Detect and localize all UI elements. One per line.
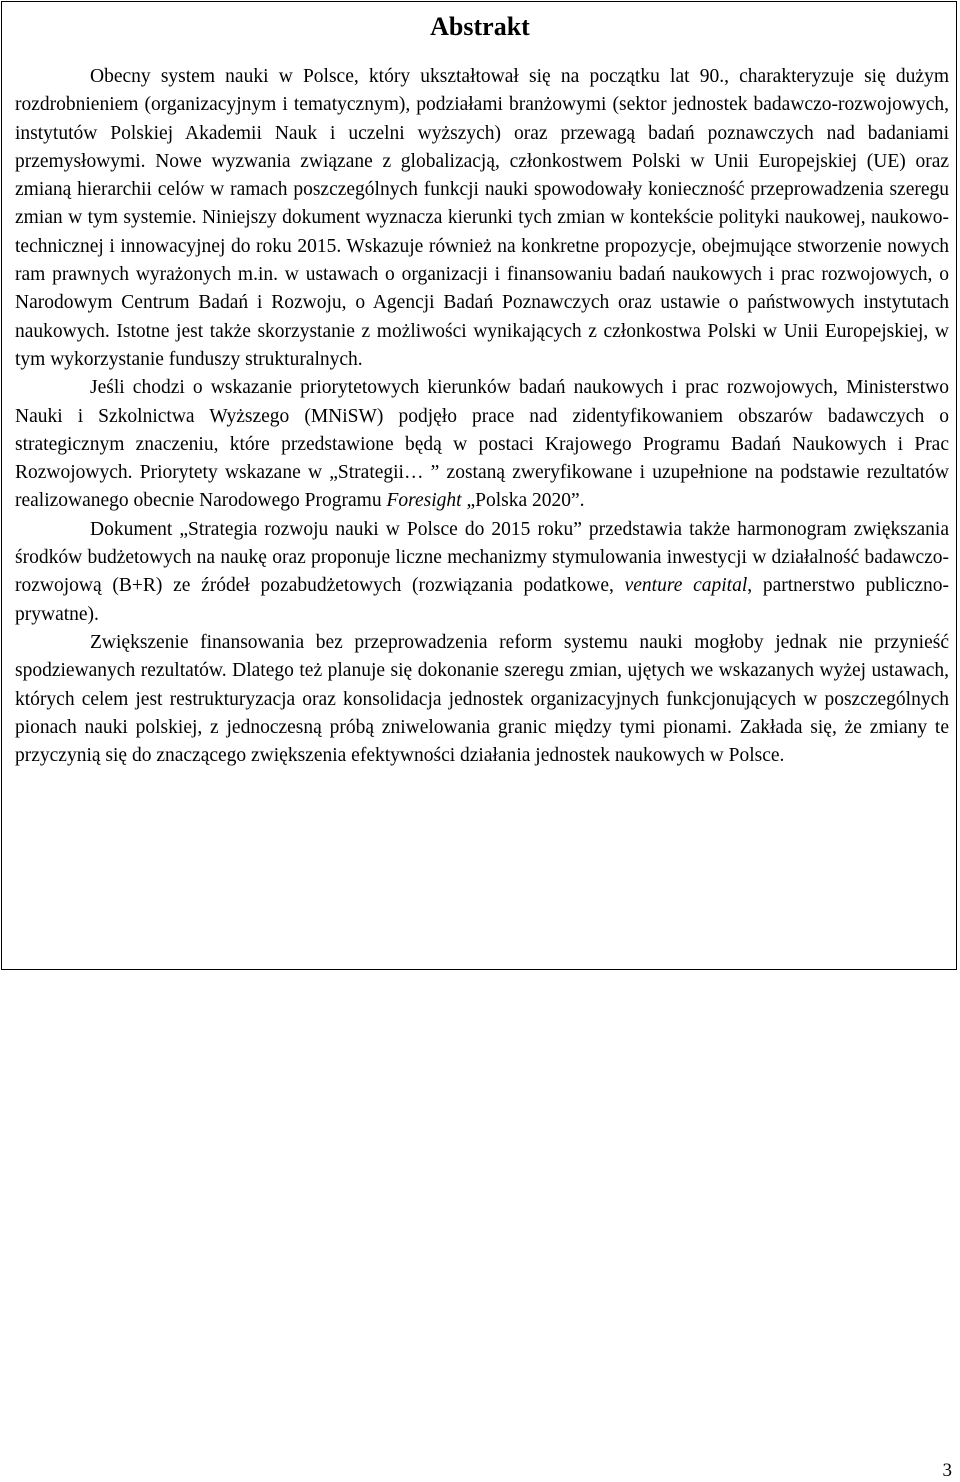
abstract-paragraph	[15, 629, 949, 770]
italic-term: venture capital	[624, 575, 748, 597]
abstract-title: Abstrakt	[430, 12, 530, 41]
abstract-box	[1, 1, 957, 970]
paragraph-text: Obecny system nauki w Polsce, który ukształtował się na początku lat 90., charakteryzuje się dużym rozdrobnieniem (organizacyjnym i tematycznym), podziałami branżowymi (sektor jednostek badawczo-rozwojowych, instytutów Polskiej Akademii Nauk i uczelni wyższych) oraz przewagą badań poznawczych nad badaniami przemysłowymi. Nowe wyzwania związane z globalizacją, członkostwem Polski w Unii Europejskiej (UE) oraz zmianą hierarchii celów w ramach poszczególnych funkcji nauki spowodowały konieczność przeprowadzenia szeregu zmian w tym systemie. Niniejszy dokument wyznacza kierunki tych zmian w kontekście polityki naukowej, naukowo-technicznej i innowacyjnej do roku 2015. Wskazuje również na konkretne propozycje, obejmujące stworzenie nowych ram prawnych wyrażonych m.in. w ustawach o organizacji i finansowaniu badań naukowych i prac rozwojowych, o Narodowym Centrum Badań i Rozwoju, o Agencji Badań Poznawczych oraz ustawie o państwowych instytutach naukowych. Istotne jest także skorzystanie z możliwości wynikających z członkostwa Polski w Unii Europejskiej, w tym wykorzystanie funduszy strukturalnych.	[15, 66, 949, 370]
abstract-body	[15, 63, 949, 770]
paragraph-text: Jeśli chodzi o wskazanie priorytetowych kierunków badań naukowych i prac rozwojowych, Ministerstwo Nauki i Szkolnictwa Wyższego (MNiSW) podjęło prace nad zidentyfikowaniem obszarów badawczych o strategicznym znaczeniu, które przedstawione będą w postaci Krajowego Programu Badań Naukowych i Prac Rozwojowych. Priorytety wskazane w „Strategii… ” zostaną zweryfikowane i uzupełnione na podstawie rezultatów realizowanego obecnie Narodowego Programu	[15, 377, 949, 512]
paragraph-text: Zwiększenie finansowania bez przeprowadzenia reform systemu nauki mogłoby jednak nie przynieść spodziewanych rezultatów. Dlatego też planuje się dokonanie szeregu zmian, ujętych we wskazanych wyżej ustawach, których celem jest restrukturyzacja oraz konsolidacja jednostek organizacyjnych funkcjonujących w poszczególnych pionach nauki polskiej, z jednoczesną próbą zniwelowania granic między tymi pionami. Zakłada się, że zmiany te przyczynią się do znaczącego zwiększenia efektywności działania jednostek naukowych w Polsce.	[15, 631, 949, 767]
italic-term: Foresight	[386, 490, 462, 512]
abstract-paragraph	[15, 63, 949, 374]
paragraph-text: , partnerstwo publiczno-prywatne).	[15, 575, 950, 625]
abstract-paragraph	[15, 516, 949, 629]
paragraph-text: Dokument „Strategia rozwoju nauki w Polsce do 2015 roku” przedstawia także harmonogram zwiększania środków budżetowych na naukę oraz proponuje liczne mechanizmy stymulowania inwestycji w działalność badawczo-rozwojową (B+R) ze źródeł pozabudżetowych (rozwiązania podatkowe,	[15, 518, 949, 597]
abstract-paragraph	[15, 374, 949, 515]
paragraph-text: „Polska 2020”.	[461, 490, 585, 512]
page-number: 3	[942, 1460, 952, 1481]
